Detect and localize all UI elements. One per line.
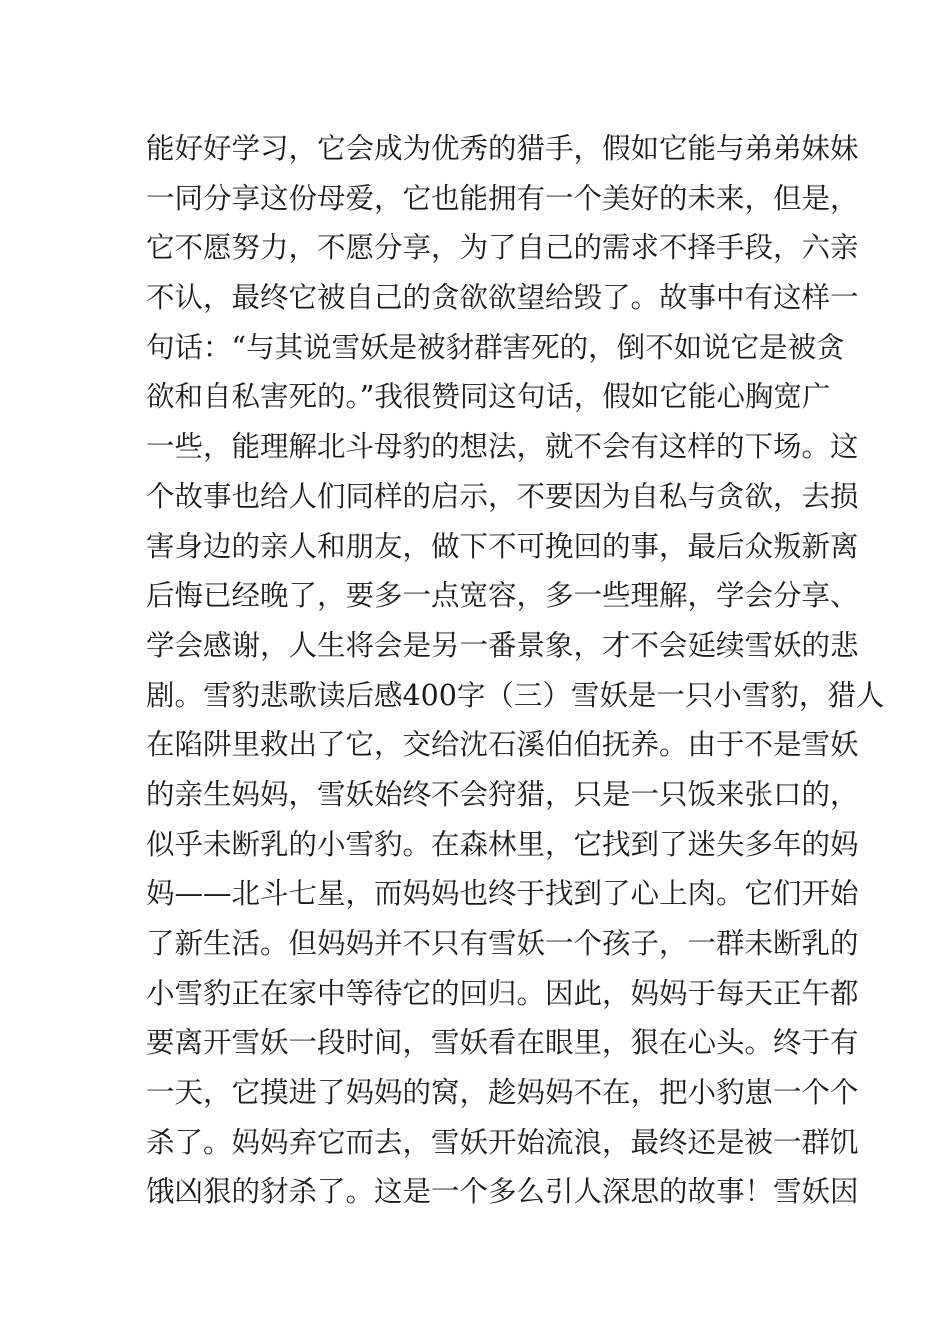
text-line: 要离开雪妖一段时间，雪妖看在眼里，狠在心头。终于有 bbox=[146, 1026, 859, 1060]
text-line: 后悔已经晚了，要多一点宽容，多一些理解，学会分享、 bbox=[146, 579, 859, 613]
text-line: 在陷阱里救出了它，交给沈石溪伯伯抚养。由于不是雪妖 bbox=[146, 728, 859, 762]
text-line: 一些，能理解北斗母豹的想法，就不会有这样的下场。这 bbox=[146, 430, 859, 464]
text-line: 它不愿努力，不愿分享，为了自己的需求不择手段，六亲 bbox=[146, 231, 859, 265]
text-line: 个故事也给人们同样的启示，不要因为自私与贪欲，去损 bbox=[146, 479, 859, 513]
text-line: 欲和自私害死的。”我很赞同这句话，假如它能心胸宽广 bbox=[146, 380, 831, 414]
body-text bbox=[146, 124, 885, 1217]
text-line: 饿凶狠的豺杀了。这是一个多么引人深思的故事！雪妖因 bbox=[146, 1175, 859, 1209]
text-line: 一天，它摸进了妈妈的窝，趁妈妈不在，把小豹崽一个个 bbox=[146, 1076, 859, 1110]
text-line: 害身边的亲人和朋友，做下不可挽回的事，最后众叛新离 bbox=[146, 529, 859, 563]
text-line: 小雪豹正在家中等待它的回归。因此，妈妈于每天正午都 bbox=[146, 976, 859, 1010]
text-line: 不认，最终它被自己的贪欲欲望给毁了。故事中有这样一 bbox=[146, 281, 859, 315]
text-line: 似乎未断乳的小雪豹。在森林里，它找到了迷失多年的妈 bbox=[146, 827, 859, 861]
text-line: 一同分享这份母爱，它也能拥有一个美好的未来，但是， bbox=[146, 181, 859, 215]
text-line: 妈——北斗七星，而妈妈也终于找到了心上肉。它们开始 bbox=[146, 877, 859, 911]
text-line: 学会感谢，人生将会是另一番景象，才不会延续雪妖的悲 bbox=[146, 628, 859, 662]
text-line: 句话：“与其说雪妖是被豺群害死的，倒不如说它是被贪 bbox=[146, 330, 845, 364]
text-line: 了新生活。但妈妈并不只有雪妖一个孩子，一群未断乳的 bbox=[146, 927, 859, 960]
text-line: 能好好学习，它会成为优秀的猎手，假如它能与弟弟妹妹 bbox=[146, 132, 859, 165]
text-line: 剧。雪豹悲歌读后感400字（三）雪妖是一只小雪豹，猎人 bbox=[146, 678, 885, 712]
text-line: 的亲生妈妈，雪妖始终不会狩猎，只是一只饭来张口的， bbox=[146, 777, 859, 811]
text-line: 杀了。妈妈弃它而去，雪妖开始流浪，最终还是被一群饥 bbox=[146, 1125, 859, 1159]
